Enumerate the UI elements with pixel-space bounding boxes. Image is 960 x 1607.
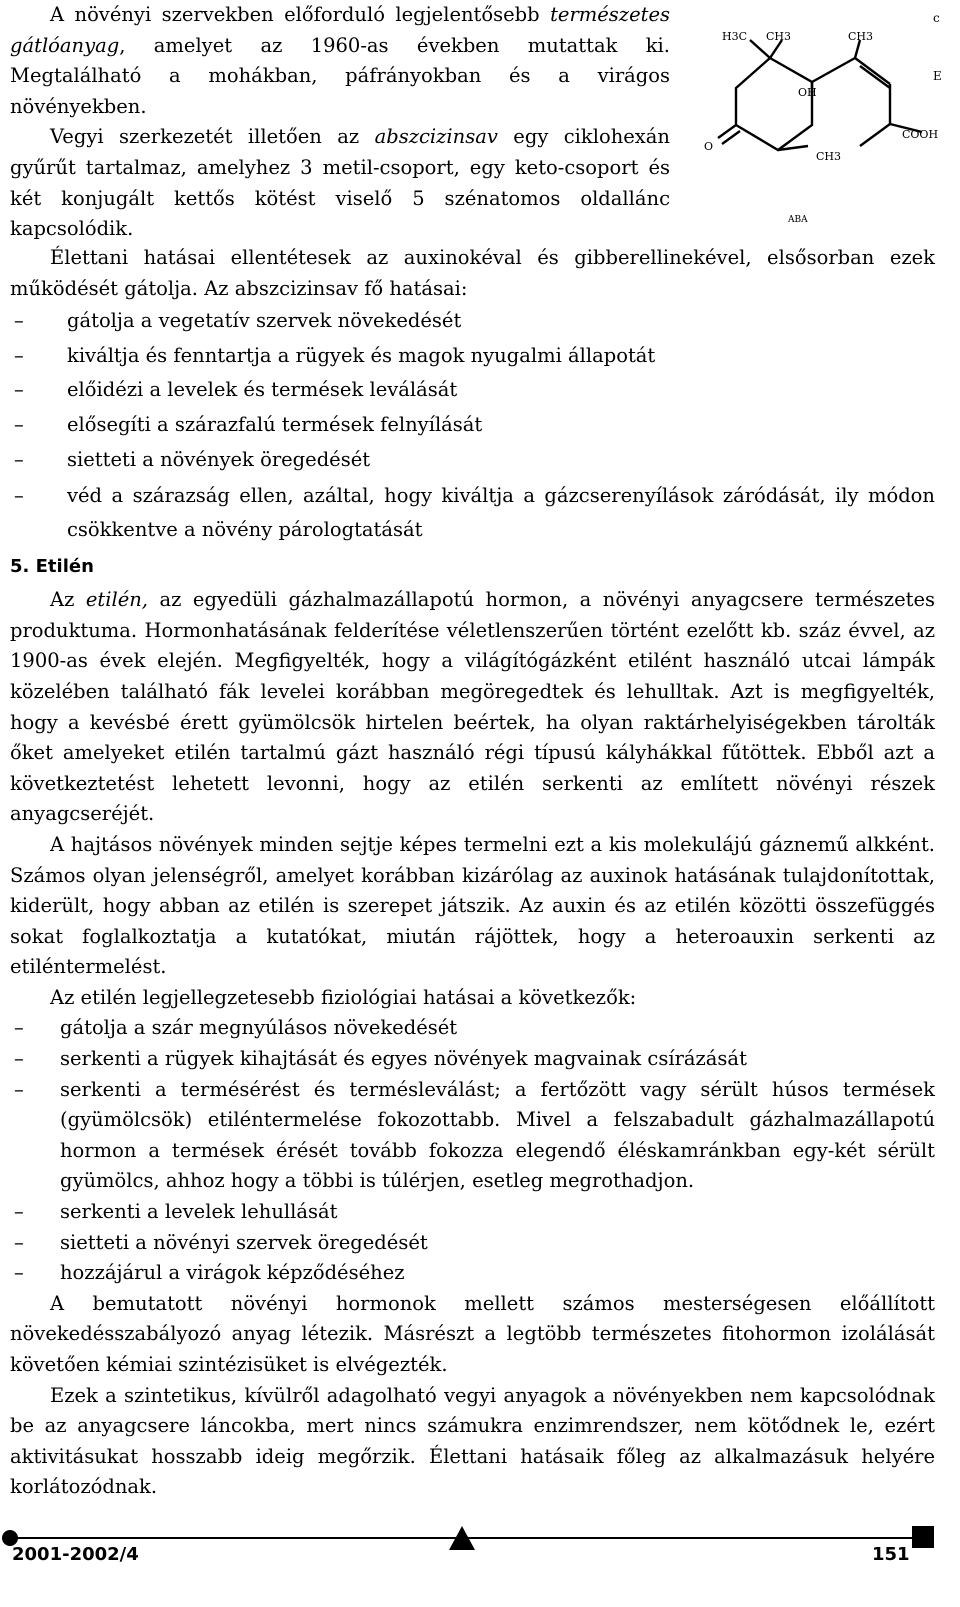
aba-effects-list xyxy=(10,306,935,547)
list-item: – gátolja a szár megnyúlásos növekedését xyxy=(10,1013,935,1044)
dash-marker: – xyxy=(14,1047,24,1071)
dash-marker: – xyxy=(14,378,24,402)
side-chain-bond-1 xyxy=(812,58,855,82)
document-page xyxy=(10,0,942,1607)
label-side-e: E xyxy=(933,69,942,83)
dash-marker: – xyxy=(14,447,24,471)
list-item: – serkenti a rügyek kihajtását és egyes növények magvainak csírázását xyxy=(10,1044,935,1075)
aba-effects-intro: Élettani hatásai ellentétesek az auxinokéval és gibberellinekével, elsősorban ezek működését gátolja. Az abszcizinsav fő hatásai: xyxy=(10,246,935,300)
list-item: – kiváltja és fenntartja a rügyek és magok nyugalmi állapotát xyxy=(10,341,935,372)
intro-paragraph-2: Vegyi szerkezetét illetően az abszcizinsav egy ciklohexán gyűrűt tartalmaz, amelyhez 3 metil-csoport, egy keto-csoport és két konjugált kettős kötést viselő 5 szénatomos oldallánc kapcsolódik. xyxy=(10,125,670,241)
label-aba-caption: ABA xyxy=(788,215,808,225)
intro-paragraph-1: A növényi szervekben előforduló legjelentősebb természetes gátlóanyag, amelyet az 1960-as években mutattak ki. Megtalálható a mohákban, páfrányokban és a virágos növényekben. xyxy=(10,3,670,118)
label-cooh: COOH xyxy=(902,128,939,141)
list-item: – hozzájárul a virágok képződéséhez xyxy=(10,1258,935,1289)
ethylene-paragraph-4: A bemutatott növényi hormonok mellett számos mesterségesen előállított növekedésszabályozó anyag létezik. Másrészt a legtöbb természetes fitohormon izolálását követően kémiai szintézisüket is elvégezték. xyxy=(10,1291,935,1376)
dash-marker: – xyxy=(14,343,24,367)
label-side-c: c xyxy=(933,11,940,25)
term-natural-inhibitor: természetes gátlóanyag xyxy=(10,3,670,57)
square-marker-icon xyxy=(912,1526,934,1548)
dash-marker: – xyxy=(14,309,24,333)
ethylene-effects-intro: Az etilén legjellegzetesebb fiziológiai hatásai a következők: xyxy=(50,985,637,1009)
issue-number: 2001-2002/4 xyxy=(12,1544,139,1565)
list-item: – sietteti a növényi szervek öregedését xyxy=(10,1228,935,1259)
aba-structure-diagram xyxy=(700,0,945,235)
dash-marker: – xyxy=(14,1200,24,1224)
term-abscisic-acid: abszcizinsav xyxy=(374,125,498,149)
ethylene-paragraph-1: Az etilén, az egyedüli gázhalmazállapotú hormon, a növényi anyagcsere természetes produktuma. Hormonhatásának felderítése véletlenszerűen történt ezelőtt kb. száz évvel, az 1900-as évek elején. Megfigyelték, hogy a világítógázként etilént használó utcai lámpák közelében található fák levelei korábban megöregedtek és lehulltak. Azt is megfigyelték, hogy a kevésbé érett gyümölcsök hirtelen beértek, ha olyan raktárhelyiségekben tárolták őket amelyeket etilén tartalmú gázt használó régi típusú kályhákkal fűtöttek. Ebből azt a következtetést lehetett levonni, hogy az etilén serkenti az említett növényi részek anyagcseréjét. xyxy=(10,588,935,826)
list-item: – előidézi a levelek és termések leválását xyxy=(10,375,935,406)
list-item: – elősegíti a szárazfalú termések felnyílását xyxy=(10,410,935,441)
label-ch3-a: CH3 xyxy=(766,30,792,43)
label-oh: OH xyxy=(798,86,817,99)
page-number: 151 xyxy=(872,1544,910,1565)
double-bond-1 xyxy=(860,66,890,88)
dash-marker: – xyxy=(14,412,24,436)
side-chain-bond-4 xyxy=(860,124,890,146)
list-item: – gátolja a vegetatív szervek növekedését xyxy=(10,306,935,337)
dash-marker: – xyxy=(14,484,24,508)
dash-marker: – xyxy=(14,1077,24,1101)
list-item: – sietteti a növények öregedését xyxy=(10,445,935,476)
section-heading: 5. Etilén xyxy=(10,556,94,578)
label-o: O xyxy=(704,140,714,153)
label-ch3-b: CH3 xyxy=(848,30,874,43)
term-ethylene: etilén, xyxy=(85,588,149,612)
label-ch3-c: CH3 xyxy=(816,150,842,163)
page-footer xyxy=(0,1520,960,1607)
list-item: – serkenti a levelek lehullását xyxy=(10,1197,935,1228)
aba-structure-figure xyxy=(700,0,945,235)
ethylene-effects-list xyxy=(10,1013,935,1288)
label-h3c: H3C xyxy=(722,30,748,43)
main-text xyxy=(10,243,935,1503)
footer-rule xyxy=(0,1520,960,1607)
list-item: – serkenti a termésérést és termésleválást; a fertőzött vagy sérült húsos termések (gyümölcsök) etiléntermelése fokozottabb. Mivel a felszabadult gázhalmazállapotú hormon a termések érését tovább fokozza elegendő éléskamránkban egy-két sérült gyümölcs, ahhoz hogy a többi is túlérjen, esetleg megrothadjon. xyxy=(10,1075,935,1197)
ethylene-paragraph-2: A hajtásos növények minden sejtje képes termelni ezt a kis molekulájú gáznemű alkként. Számos olyan jelenségről, amelyet korábban kizárólag az auxinok hatásának tulajdonítottak, kiderült, hogy abban az etilén is szerepet játszik. Az auxin és az etilén közötti összefüggés sokat foglalkoztatja a kutatókat, miután rájöttek, hogy a heteroauxin serkenti az etiléntermelést. xyxy=(10,832,935,979)
intro-text xyxy=(10,0,670,245)
dash-marker: – xyxy=(14,1016,24,1040)
dash-marker: – xyxy=(14,1230,24,1254)
dash-marker: – xyxy=(14,1261,24,1285)
list-item: – véd a szárazság ellen, azáltal, hogy kiváltja a gázcserenyílások záródását, ily módon csökkentve a növény párologtatását xyxy=(10,479,935,547)
ring-bond xyxy=(736,58,812,150)
side-chain-bond-2 xyxy=(855,58,890,84)
ethylene-paragraph-5: Ezek a szintetikus, kívülről adagolható vegyi anyagok a növényekben nem kapcsolódnak be az anyagcsere láncokba, mert nincs számukra enzimrendszer, nem kötődnek le, ezért aktivitásukat hosszabb ideig megőrzik. Élettani hatásaik főleg az alkalmazásuk helyére korlátozódnak. xyxy=(10,1383,935,1499)
